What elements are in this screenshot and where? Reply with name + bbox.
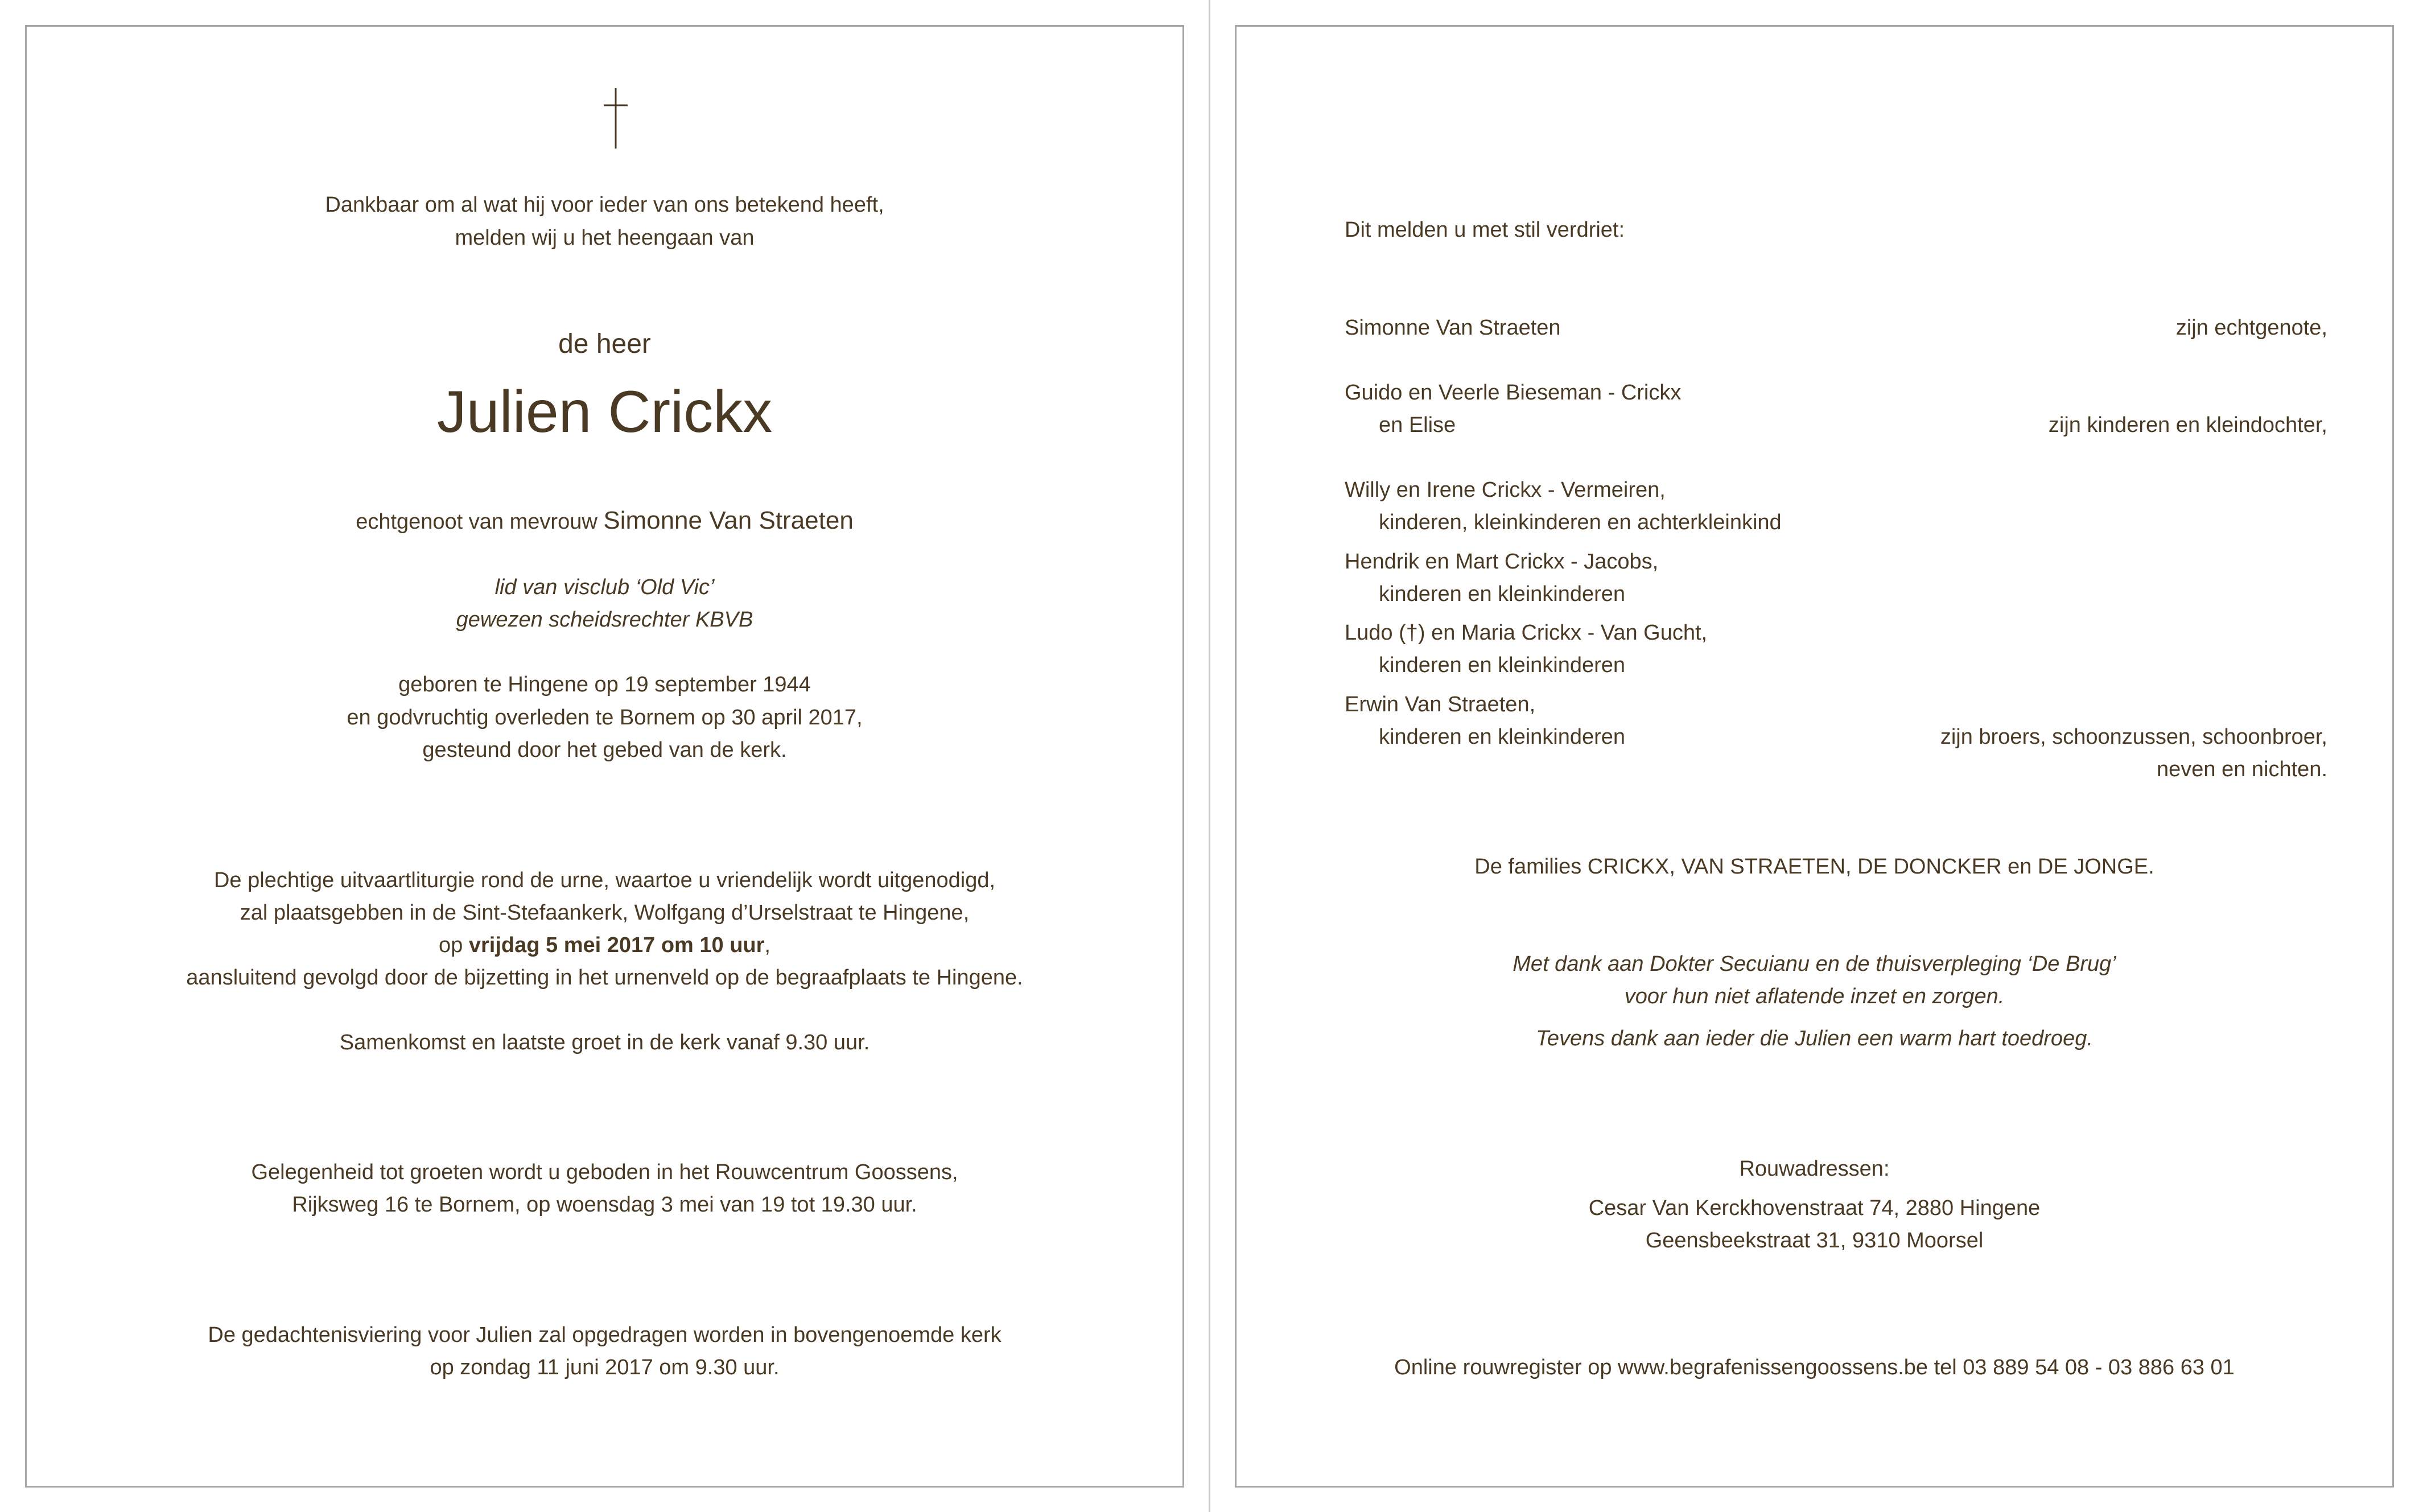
family-1-line-2: en Elise xyxy=(1379,413,1456,437)
family-5-line-2: kinderen en kleinkinderen xyxy=(1379,725,1626,749)
spouse-line xyxy=(27,505,1182,538)
funeral-date-suffix: , xyxy=(764,933,770,957)
birth-line-2: en godvruchtig overleden te Bornem op 30 april 2017, xyxy=(347,706,863,730)
family-4-line-2: kinderen en kleinkinderen xyxy=(1379,653,1626,677)
family-2-line-2: kinderen, kleinkinderen en achterkleinkind xyxy=(1379,510,1782,534)
birth-line-3: gesteund door het gebed van de kerk. xyxy=(422,738,787,762)
memorial-line-1: De gedachtenisviering voor Julien zal opgedragen worden in bovengenoemde kerk xyxy=(208,1323,1002,1347)
family-3-line-2: kinderen en kleinkinderen xyxy=(1379,582,1626,606)
memorial-line-2: op zondag 11 juni 2017 om 9.30 uur. xyxy=(430,1356,780,1379)
address-line-2: Geensbeekstraat 31, 9310 Moorsel xyxy=(1645,1229,1984,1253)
role-line-1: lid van visclub ‘Old Vic’ xyxy=(494,575,715,599)
visitation-line-1: Gelegenheid tot groeten wordt u geboden in het Rouwcentrum Goossens, xyxy=(251,1160,958,1184)
family-4-line-1: Ludo (†) en Maria Crickx - Van Gucht, xyxy=(1345,621,1708,645)
left-page xyxy=(25,25,1184,1488)
thanks-line-3: Tevens dank aan ieder die Julien een warm hart toedroeg. xyxy=(1536,1027,2093,1050)
spouse-prefix: echtgenoot van mevrouw xyxy=(356,510,597,534)
family-5-line-1: Erwin Van Straeten, xyxy=(1345,693,1536,716)
page-fold xyxy=(1209,0,1210,1512)
family-1-line-1: Guido en Veerle Bieseman - Crickx xyxy=(1345,381,1682,405)
visitation-line-2: Rijksweg 16 te Bornem, op woensdag 3 mei van 19 tot 19.30 uur. xyxy=(292,1193,917,1217)
family-3-line-1: Hendrik en Mart Crickx - Jacobs, xyxy=(1345,550,1659,574)
funeral-line-1: De plechtige uitvaartliturgie rond de urne, waartoe u vriendelijk wordt uitgenodigd, xyxy=(213,868,996,892)
spouse-name: Simonne Van Straeten xyxy=(603,506,854,534)
families-line: De families CRICKX, VAN STRAETEN, DE DONCKER en DE JONGE. xyxy=(1474,855,2154,879)
thanks-line-2: voor hun niet aflatende inzet en zorgen. xyxy=(1624,984,2005,1008)
address-label: Rouwadressen: xyxy=(1739,1157,1890,1181)
announcement-intro: Dit melden u met stil verdriet: xyxy=(1345,218,1625,242)
funeral-line-2: zal plaatsgebben in de Sint-Stefaankerk, Wolfgang d’Urselstraat te Hingene, xyxy=(240,901,970,925)
deceased-name: Julien Crickx xyxy=(436,379,773,445)
deceased-title: de heer xyxy=(558,329,651,359)
funeral-date: vrijdag 5 mei 2017 om 10 uur xyxy=(468,933,765,957)
address-line-1: Cesar Van Kerckhovenstraat 74, 2880 Hingene xyxy=(1588,1196,2041,1220)
role-line-2: gewezen scheidsrechter KBVB xyxy=(456,608,753,632)
funeral-date-prefix: op xyxy=(439,933,463,957)
cross-icon xyxy=(596,87,636,150)
family-5-relation-1: zijn broers, schoonzussen, schoonbroer, xyxy=(1940,725,2327,749)
family-1-relation: zijn kinderen en kleindochter, xyxy=(2048,413,2327,437)
gathering-line: Samenkomst en laatste groet in de kerk vanaf 9.30 uur. xyxy=(339,1031,870,1054)
online-register-line: Online rouwregister op www.begrafenissengoossens.be tel 03 889 54 08 - 03 886 63 01 xyxy=(1394,1356,2235,1379)
right-page xyxy=(1235,25,2394,1488)
intro-line-2: melden wij u het heengaan van xyxy=(455,226,755,250)
thanks-line-1: Met dank aan Dokter Secuianu en de thuisverpleging ‘De Brug’ xyxy=(1513,952,2116,976)
funeral-line-3 xyxy=(27,929,1182,961)
family-spouse-relation: zijn echtgenote, xyxy=(2175,316,2327,340)
family-spouse: Simonne Van Straeten xyxy=(1345,316,1561,340)
birth-line-1: geboren te Hingene op 19 september 1944 xyxy=(398,673,811,697)
funeral-line-4: aansluitend gevolgd door de bijzetting in het urnenveld op de begraafplaats te Hingene. xyxy=(186,966,1023,990)
family-2-line-1: Willy en Irene Crickx - Vermeiren, xyxy=(1345,478,1666,502)
family-5-relation-2: neven en nichten. xyxy=(2156,757,2327,781)
intro-line-1: Dankbaar om al wat hij voor ieder van ons betekend heeft, xyxy=(325,193,884,217)
